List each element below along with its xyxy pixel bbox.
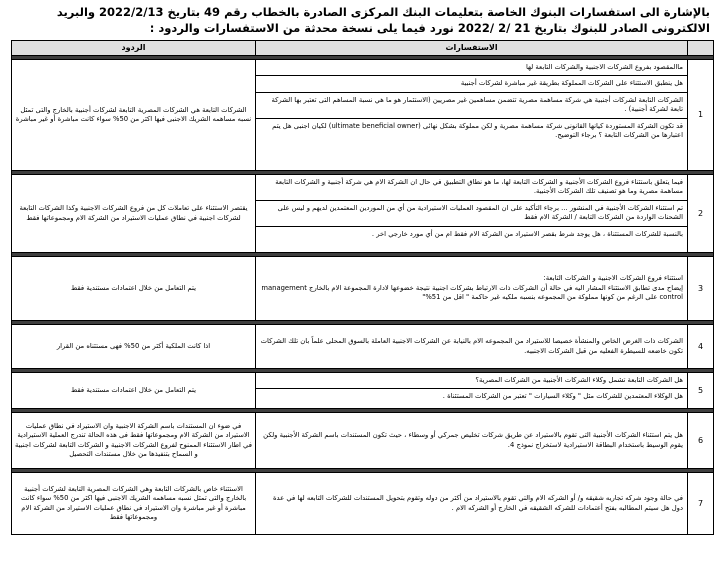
table-row xyxy=(12,325,714,369)
question-item: فيما يتعلق باستثناء فروع الشركات الأجنبية و الشركات التابعة لها، ما هو نطاق التطبيق في حال ان الشركة الام هي شركة أجنبية و الشركات التابعة مساهمة مصرية وما هو تصنيف تلك الشركات الأجنبية. xyxy=(256,175,687,201)
row-questions xyxy=(256,473,688,535)
header-questions: الاستفسارات xyxy=(256,41,688,56)
table-row xyxy=(12,60,714,171)
header-responses: الردود xyxy=(12,41,256,56)
question-item: الشركات التابعة لشركات أجنبية هي شركة مساهمة مصرية تتضمن مساهمين غير مصريين (الاستثمار هو ما هي نسبة المساهم التى تعتبر بها الشركة تابعة لشركة أجنبية) . xyxy=(256,93,687,119)
row-response: الشركات التابعة هي الشركات المصرية التابعة لشركات أجنبية بالخارج والتى تمثل نسبه مساهمه الشريك الاجنبى فيها اكثر من 50% سواء كانت مباشرة أو غير مباشرة xyxy=(12,60,256,171)
header-number xyxy=(688,41,714,56)
intro-paragraph: بالإشارة الى استفسارات البنوك الخاصة بتعليمات البنك المركزى الصادرة بالخطاب رقم 49 بتاريخ 2022/2/13 والبريد الالكترونى الصادر للبنوك بتاريخ 21 /2 /2022 نورد فيما يلى نسخة محدثة من الاستفسارات والردود : xyxy=(56,5,710,35)
row-questions xyxy=(256,60,688,171)
question-item: هل الشركات التابعة تشمل وكلاء الشركات الأجنبية من الشركات المصرية؟ xyxy=(256,373,687,389)
table-row xyxy=(12,473,714,535)
row-response: في ضوء ان المستندات باسم الشركة الاجنبية وان الاستيراد في نطاق عمليات الاستيراد من الشركة الام ومجموعاتها فقط فى هذه الحالة تندرج العملية الاستيرادية في اطار الاستثناء الممنوح لفروع الشركات الاجنبية و الشركات التابعة لشركات اجنبية و السماح بتنفيذها من خلال مستندات التحصيل xyxy=(12,413,256,469)
question-item: تم استثناء الشركات الأجنبية في المنشور ... برجاء التأكيد على ان المقصود العمليات الاستيرادية من أي من الموردين المعتمدين لديهم و ليس على الشحنات الواردة من الشركات التابعة / الشركة الام فقط xyxy=(256,201,687,227)
question-item: هل الوكلاء المعتمدين للشركات مثل " وكلاء السيارات " تعتبر من الشركات المستثناة . xyxy=(442,392,683,401)
faq-table xyxy=(11,40,714,535)
question-item: بالنسبة للشركات المستثناة ، هل يوجد شرط بقصر الاستيراد من الشركة الام فقط ام من أي مورد خارجي اخر . xyxy=(371,229,683,238)
row-number: 7 xyxy=(688,473,714,535)
table-header-row xyxy=(12,41,714,56)
row-questions xyxy=(256,373,688,409)
question-item: هل يتم استثناء الشركات الأجنبية التى تقوم بالاستيراد عن طريق شركات تخليص جمركي أو وسطاء ، حيث تكون المستندات باسم الشركة الأجنبية ولكن يقوم الوسيط باستخدام البطاقة الاستيرادية لاستخراج نموذج 4. xyxy=(263,431,683,449)
question-item: استثناء فروع الشركات الاجنبية و الشركات التابعة: إيضاح مدى تطابق الاستثناء المشار اليه في حالة أن الشركات ذات الارتباط بشركات اجنبية نتيجة خضوعها لادارة المجموعة الام بالخارج management control على الرغم من كونها مملوكة من المجموعه بنسبه ملكيه غير حاكمة " اقل من 51%" xyxy=(261,274,683,302)
question-item: في حالة وجود شركه تجاريه شقيقه و/ أو الشركه الام والتي تقوم بالاستيراد من أكثر من دوله وتقوم بتحويل المستندات للشركات التابعه لها في عدة دول هل سيتم المطالبه بفتح أعتمادات للشركه الشقيقه في الخارج أو الشركه الام . xyxy=(272,494,683,512)
table-row xyxy=(12,257,714,321)
table-row xyxy=(12,175,714,253)
question-item: قد تكون الشركة المستوردة كيانها القانونى شركة مساهمة مصرية و لكن مملوكة بشكل نهائى (ultimate beneficial owner) لكيان اجنبى هل يتم اعتبارها من الشركات التابعة ؟ برجاء التوضيح. xyxy=(272,121,683,140)
row-questions xyxy=(256,257,688,321)
question-item: هل ينطبق الاستثناء على الشركات المملوكة بطريقة غير مباشرة لشركات أجنبية xyxy=(256,76,687,92)
row-response: يتم التعامل من خلال اعتمادات مستندية فقط xyxy=(12,373,256,409)
row-number: 1 xyxy=(688,60,714,171)
row-number: 5 xyxy=(688,373,714,409)
question-item: ماالمقصود بفروع الشركات الاجنبية والشركات التابعة لها xyxy=(256,60,687,76)
row-questions xyxy=(256,325,688,369)
row-response: اذا كانت الملكية أكثر من 50% فهى مستثناه من القرار xyxy=(12,325,256,369)
row-number: 2 xyxy=(688,175,714,253)
row-number: 6 xyxy=(688,413,714,469)
table-row xyxy=(12,373,714,409)
row-number: 4 xyxy=(688,325,714,369)
row-questions xyxy=(256,175,688,253)
row-response: يقتصر الاستثناء على تعاملات كل من فروع الشركات الاجنبية وكذا الشركات التابعة لشركات اجنبية في نطاق عمليات الاستيراد من الشركة الام ومجموعاتها فقط xyxy=(12,175,256,253)
row-response: يتم التعامل من خلال اعتمادات مستندية فقط xyxy=(12,257,256,321)
row-questions xyxy=(256,413,688,469)
row-response: الاستثناء خاص بالشركات التابعة وهي الشركات المصرية التابعة لشركات أجنبية بالخارج والتى تمثل نسبه مساهمه الشريك الاجنبى فيها اكثر من 50% سواء كانت مباشرة أو غير مباشرة وان الاستيراد في نطاق عمليات الاستيراد من الشركة الام ومجموعاتها فقط xyxy=(12,473,256,535)
row-number: 3 xyxy=(688,257,714,321)
table-row xyxy=(12,413,714,469)
question-item: الشركات ذات الغرض الخاص والمنشأة خصيصا للاستيراد من المجموعه الام بالنيابة عن الشركات الاجنبية العاملة بالسوق المحلى علماً بان تلك الشركات تكون خاضعه للسيطرة الفعليه من قبل الشركات الاجنبيه. xyxy=(260,337,683,355)
